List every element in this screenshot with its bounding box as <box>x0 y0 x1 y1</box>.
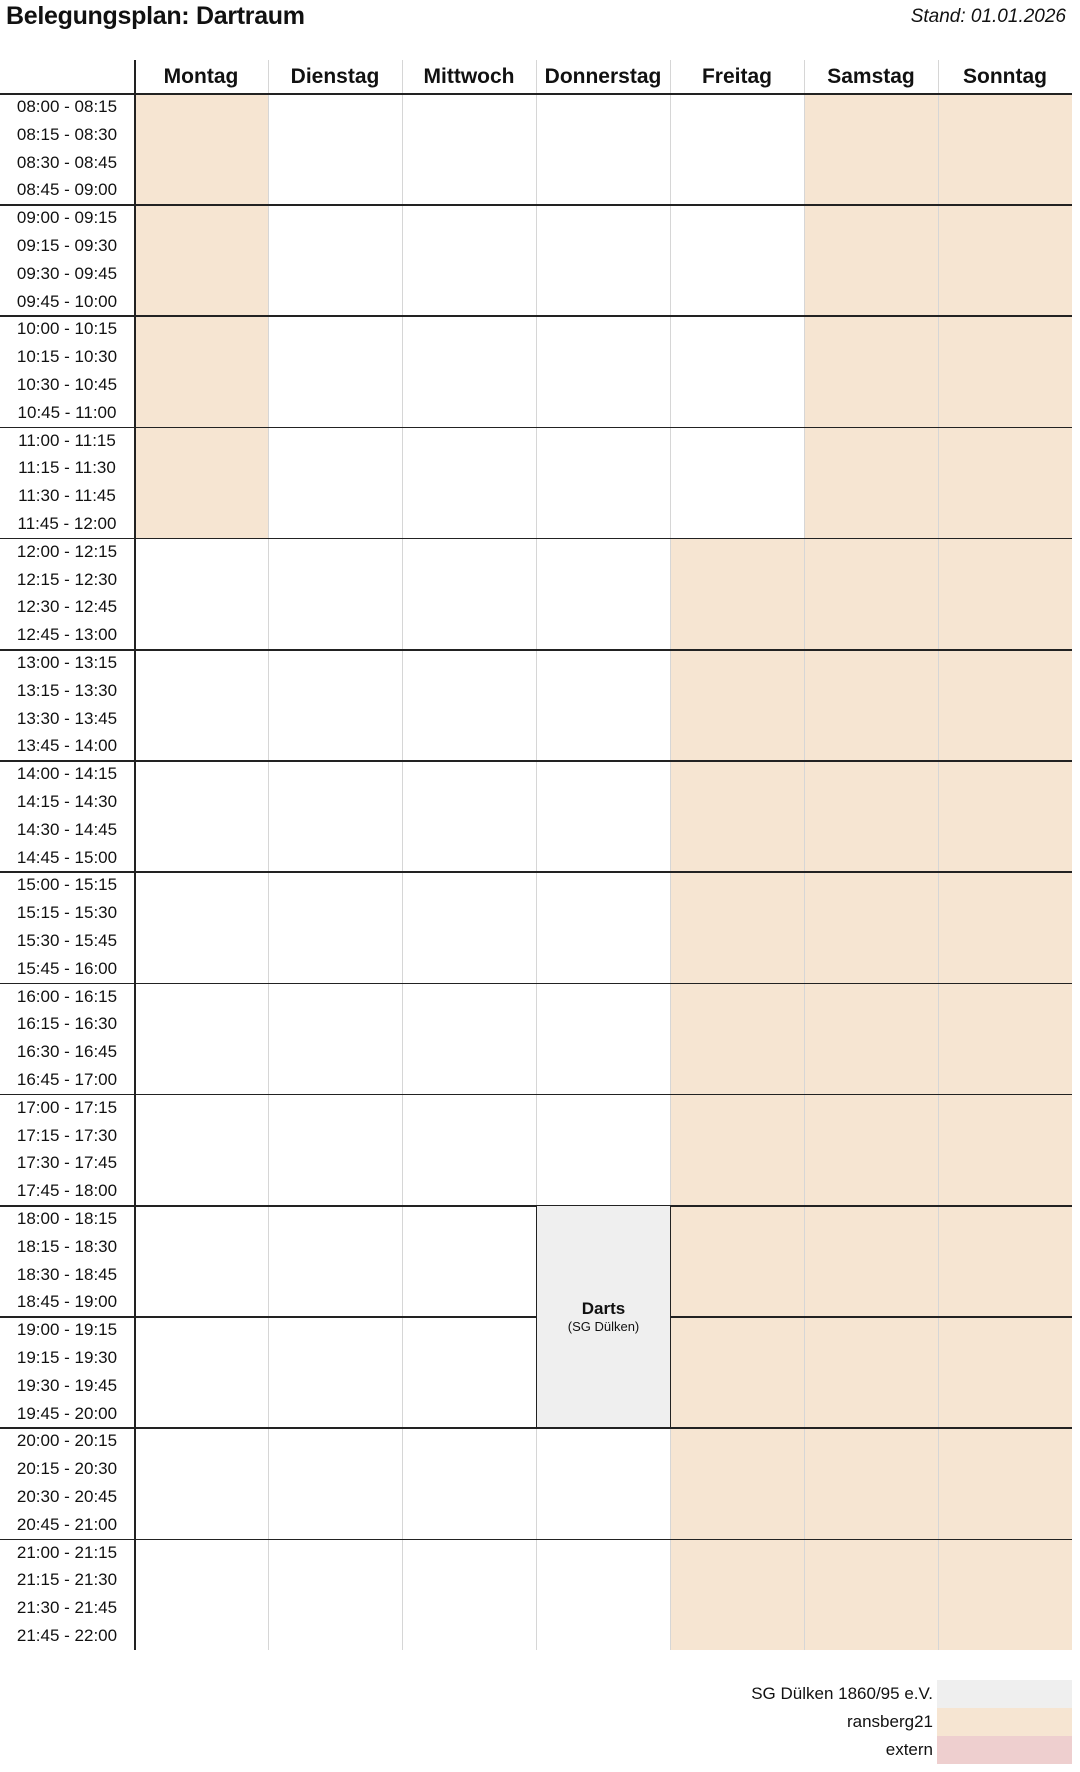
header-border <box>0 93 1072 95</box>
day-header-samstag: Samstag <box>827 65 915 88</box>
hour-divider <box>0 760 1072 762</box>
time-slot-label: 14:15 - 14:30 <box>16 792 118 811</box>
legend-swatch <box>937 1708 1072 1736</box>
time-slot-label: 20:00 - 20:15 <box>16 1431 118 1451</box>
time-slot-label: 10:15 - 10:30 <box>16 347 118 367</box>
time-slot-label: 13:00 - 13:15 <box>16 653 118 672</box>
hour-divider <box>0 649 1072 651</box>
booking-subtitle: (SG Dülken) <box>567 1318 640 1334</box>
time-slot-label: 13:45 - 14:00 <box>16 736 118 756</box>
time-slot-label: 20:15 - 20:30 <box>16 1459 118 1479</box>
time-slot-label: 16:15 - 16:30 <box>16 1014 118 1034</box>
page-title: Belegungsplan: Dartraum <box>6 2 305 30</box>
legend <box>751 1680 1072 1764</box>
time-slot-label: 17:15 - 17:30 <box>16 1125 118 1145</box>
stand-date: Stand: 01.01.2026 <box>910 6 1066 27</box>
day-header-sonntag: Sonntag <box>963 65 1047 88</box>
time-slot-label: 08:15 - 08:30 <box>16 124 118 144</box>
time-slot-label: 14:00 - 14:15 <box>16 764 118 784</box>
legend-item <box>751 1708 1072 1736</box>
time-slot-label: 16:00 - 16:15 <box>16 986 118 1006</box>
time-slot-label: 16:30 - 16:45 <box>16 1042 118 1062</box>
time-slot-label: 11:15 - 11:30 <box>18 458 116 478</box>
day-header-montag: Montag <box>163 65 239 88</box>
time-slot-label: 10:30 - 10:45 <box>16 375 118 394</box>
hour-divider <box>0 1539 1072 1541</box>
time-slot-label: 11:30 - 11:45 <box>18 486 116 506</box>
time-slot-label: 14:45 - 15:00 <box>16 847 118 867</box>
time-slot-label: 08:00 - 08:15 <box>16 97 118 116</box>
time-slot-label: 21:45 - 22:00 <box>16 1626 118 1645</box>
time-slot-label: 13:15 - 13:30 <box>16 680 118 700</box>
time-column-border <box>134 60 136 1650</box>
time-slot-label: 09:15 - 09:30 <box>16 236 118 255</box>
legend-item <box>751 1736 1072 1764</box>
time-slot-label: 10:45 - 11:00 <box>17 402 117 422</box>
column-divider <box>938 60 939 1650</box>
hour-divider <box>0 315 1072 317</box>
time-slot-label: 18:30 - 18:45 <box>16 1264 118 1284</box>
time-slot-label: 10:00 - 10:15 <box>16 319 118 339</box>
day-header-freitag: Freitag <box>701 65 772 88</box>
hour-divider <box>0 1094 1072 1096</box>
time-slot-label: 21:15 - 21:30 <box>16 1570 118 1590</box>
hour-divider <box>0 983 1072 985</box>
time-slot-label: 21:00 - 21:15 <box>16 1542 118 1562</box>
time-slot-label: 18:15 - 18:30 <box>16 1236 118 1256</box>
hour-divider <box>0 538 1072 540</box>
time-slot-label: 12:45 - 13:00 <box>16 625 118 645</box>
time-slot-label: 15:30 - 15:45 <box>16 931 118 950</box>
time-slot-label: 19:00 - 19:15 <box>16 1320 118 1340</box>
time-slot-label: 08:45 - 09:00 <box>16 180 118 200</box>
legend-label: extern <box>885 1740 933 1759</box>
time-slot-label: 11:45 - 12:00 <box>17 514 117 533</box>
time-slot-label: 12:00 - 12:15 <box>16 541 118 561</box>
time-slot-label: 19:30 - 19:45 <box>16 1375 118 1395</box>
time-slot-label: 20:30 - 20:45 <box>16 1487 118 1506</box>
time-slot-label: 15:45 - 16:00 <box>16 958 118 978</box>
day-header-dienstag: Dienstag <box>290 65 380 88</box>
time-slot-label: 20:45 - 21:00 <box>16 1514 118 1534</box>
time-slot-label: 15:00 - 15:15 <box>16 875 118 895</box>
time-slot-label: 09:45 - 10:00 <box>16 291 118 311</box>
time-slot-label: 09:00 - 09:15 <box>16 208 118 228</box>
time-slot-label: 11:00 - 11:15 <box>18 430 116 450</box>
hour-divider <box>0 204 1072 206</box>
booking-title: Darts <box>581 1298 626 1318</box>
column-divider <box>402 60 403 1650</box>
day-header-mittwoch: Mittwoch <box>423 65 515 88</box>
day-header-donnerstag: Donnerstag <box>544 65 662 88</box>
booking-darts[interactable] <box>536 1205 671 1428</box>
time-slot-label: 21:30 - 21:45 <box>16 1598 118 1618</box>
time-slot-label: 17:00 - 17:15 <box>16 1097 118 1117</box>
hour-divider <box>0 427 1072 429</box>
time-slot-label: 14:30 - 14:45 <box>16 819 118 839</box>
time-slot-label: 13:30 - 13:45 <box>16 708 118 728</box>
time-slot-label: 15:15 - 15:30 <box>16 903 118 923</box>
legend-swatch <box>937 1736 1072 1764</box>
time-slot-label: 08:30 - 08:45 <box>16 152 118 172</box>
time-slot-label: 18:45 - 19:00 <box>16 1292 118 1312</box>
time-slot-label: 17:30 - 17:45 <box>16 1153 118 1173</box>
time-slot-label: 12:30 - 12:45 <box>16 597 118 617</box>
hour-divider <box>0 871 1072 873</box>
legend-swatch <box>937 1680 1072 1708</box>
time-slot-label: 18:00 - 18:15 <box>16 1209 118 1228</box>
legend-label: ransberg21 <box>846 1712 933 1731</box>
time-slot-label: 19:45 - 20:00 <box>16 1403 118 1423</box>
time-slot-label: 17:45 - 18:00 <box>16 1181 118 1201</box>
time-slot-label: 16:45 - 17:00 <box>16 1070 118 1089</box>
legend-item <box>751 1680 1072 1708</box>
legend-label: SG Dülken 1860/95 e.V. <box>751 1684 933 1703</box>
time-slot-label: 09:30 - 09:45 <box>16 263 118 283</box>
time-slot-label: 12:15 - 12:30 <box>16 569 118 589</box>
column-divider <box>268 60 269 1650</box>
time-slot-label: 19:15 - 19:30 <box>16 1348 118 1367</box>
column-divider <box>804 60 805 1650</box>
